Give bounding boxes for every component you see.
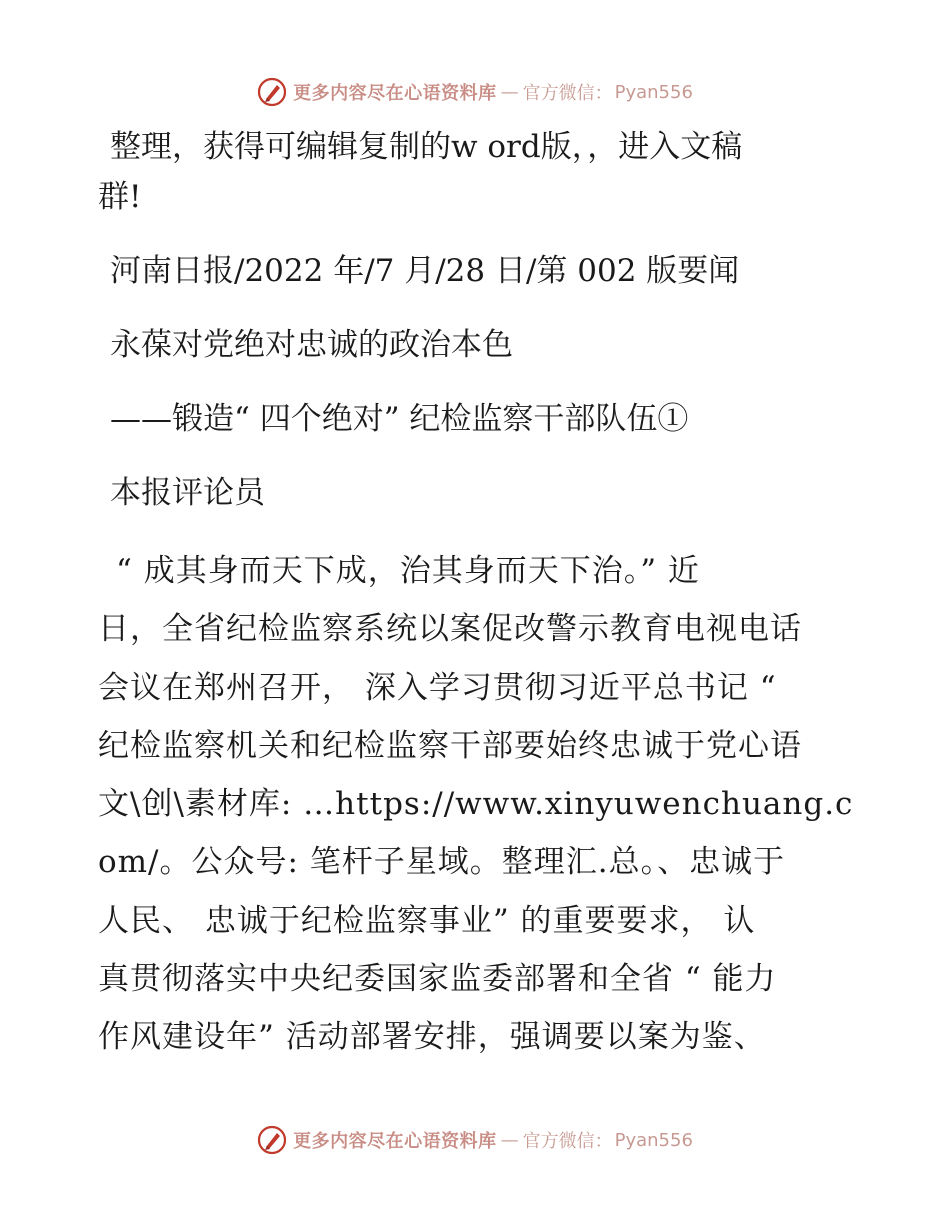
body-line: 会议在郑州召开， 深入学习贯彻习近平总书记 “ [98,669,777,706]
source-line: 河南日报/2022 年/7 月/28 日/第 002 版要闻 [110,253,740,289]
watermark-footer [0,1120,950,1160]
watermark-separator: — [500,1129,519,1151]
watermark-wechat-id: Pyan556 [614,1129,693,1151]
watermark-separator: — [500,81,519,103]
watermark-label: 官方微信： [522,83,613,104]
watermark-site-text: 更多内容尽在心语资料库 [293,83,497,104]
body-line: 人民、 忠诚于纪检监察事业” 的重要要求， 认 [98,902,756,939]
body-line: “ 成其身而天下成，治其身而天下治。” 近 [116,553,700,589]
watermark-header [0,72,950,112]
intro-line-1: 整理，获得可编辑复制的w ord版，，进入文稿 [110,129,743,165]
intro-line-2: 群! [98,179,142,215]
body-line: om/。公众号: 笔杆子星域。整理汇.总。、忠诚于 [98,844,786,881]
watermark-site-text: 更多内容尽在心语资料库 [293,1131,497,1152]
quill-pen-logo-icon [257,1125,287,1155]
body-paragraph [98,542,858,1067]
subheadline: ——锻造“ 四个绝对” 纪检监察干部队伍① [110,401,689,437]
body-line: 真贯彻落实中央纪委国家监委部署和全省 “ 能力 [98,961,777,998]
body-line: 日，全省纪检监察系统以案促改警示教育电视电话 [98,611,802,648]
watermark-label: 官方微信： [522,1131,613,1152]
quill-pen-logo-icon [257,77,287,107]
headline: 永葆对党绝对忠诚的政治本色 [110,327,513,363]
body-line: 作风建设年” 活动部署安排，强调要以案为鉴、 [98,1019,766,1056]
byline: 本报评论员 [110,475,265,511]
body-line: 文\创\素材库: …https://www.xinyuwenchuang.c [98,786,854,823]
document-body [98,122,858,1067]
watermark-wechat-id: Pyan556 [614,81,693,103]
body-line: 纪检监察机关和纪检监察干部要始终忠诚于党心语 [98,727,802,764]
